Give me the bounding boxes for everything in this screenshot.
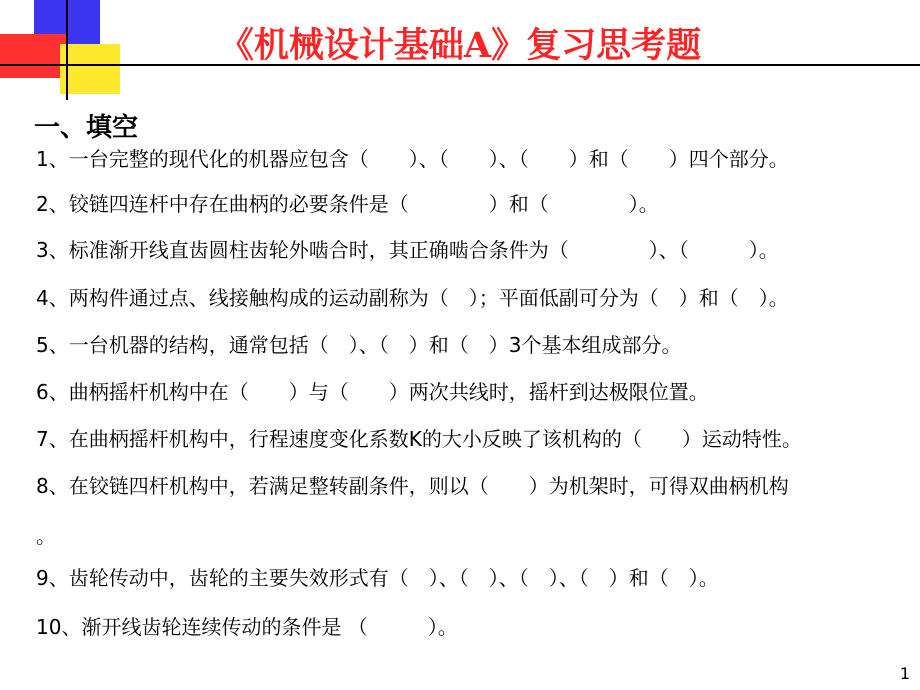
question-5: 5、一台机器的结构，通常包括（ ）、（ ）和（ ）3个基本组成部分。 [36,333,682,357]
question-9: 9、齿轮传动中，齿轮的主要失效形式有（ ）、（ ）、（ ）、（ ）和（ ）。 [36,566,719,590]
question-2: 2、铰链四连杆中存在曲柄的必要条件是（ ）和（ ）。 [36,192,659,216]
question-1: 1、一台完整的现代化的机器应包含（ ）、（ ）、（ ）和（ ）四个部分。 [36,147,789,171]
question-3: 3、标准渐开线直齿圆柱齿轮外啮合时，其正确啮合条件为（ ）、（ ）。 [36,238,779,262]
page-number: 1 [899,664,910,683]
question-10: 10、渐开线齿轮连续传动的条件是 （ ）。 [36,615,458,639]
question-4: 4、两构件通过点、线接触构成的运动副称为（ ）；平面低副可分为（ ）和（ ）。 [36,286,789,310]
question-8: 8、在铰链四杆机构中，若满足整转副条件，则以（ ）为机架时，可得双曲柄机构 [36,474,789,498]
question-6: 6、曲柄摇杆机构中在（ ）与（ ）两次共线时，摇杆到达极限位置。 [36,380,709,404]
question-7: 7、在曲柄摇杆机构中，行程速度变化系数K的大小反映了该机构的（ ）运动特性。 [36,427,802,451]
section-heading: 一、填空 [34,113,139,143]
question-8-continuation: 。 [36,524,56,548]
slide-title: 《机械设计基础A》复习思考题 [218,25,702,66]
